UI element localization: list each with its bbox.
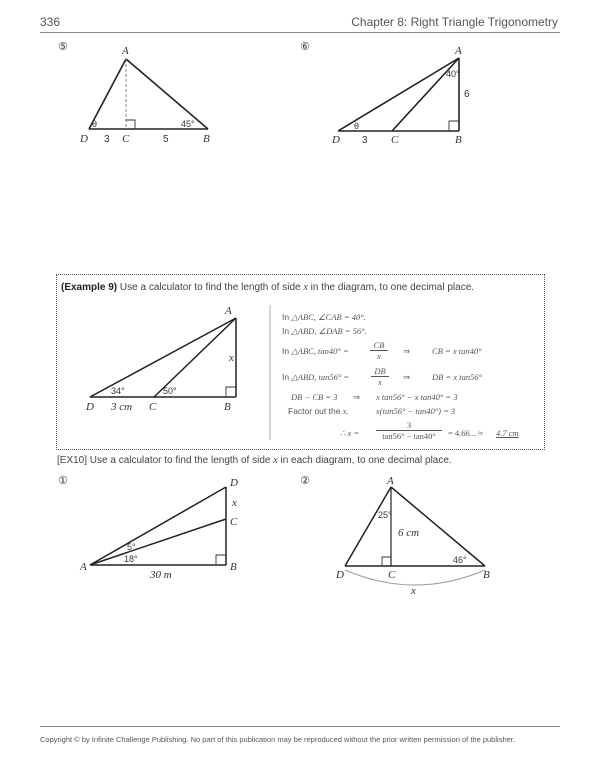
solution-line-3: In △ABC, tan40° = (282, 346, 349, 356)
solution-line-7-eq: = 4.66... ≈ (448, 428, 483, 438)
ex10-p2-label-a: A (387, 475, 394, 487)
ex10-p1-length-ab: 30 m (150, 569, 172, 581)
p6-length-ab: 6 (464, 89, 470, 100)
solution-line-5-arrow: ⇒ (353, 392, 361, 402)
copyright-notice: Copyright © by Infinite Challenge Publishing. No part of this publication may be reproduced without the prior written permission of the publisher. (40, 735, 515, 744)
ex10-p1-label-b: B (230, 561, 237, 573)
solution-line-5: DB − CB = 3 (291, 392, 338, 402)
p6-length-dc: 3 (362, 135, 368, 146)
example-9-var: x (303, 282, 308, 293)
p5-length-cb: 5 (163, 134, 169, 145)
ex10-p2-label-c: C (388, 569, 396, 581)
page-number: 336 (40, 15, 61, 29)
chapter-title: Chapter 8: Right Triangle Trigonometry (351, 15, 558, 29)
solution-line-4: In △ABD, tan56° = (282, 372, 350, 382)
footer-rule (40, 726, 560, 727)
ex10-p1-label-d: D (230, 477, 238, 489)
solution-line-4-arrow: ⇒ (403, 372, 411, 382)
example-9-tail: in the diagram, to one decimal place. (310, 282, 475, 293)
ex10-p2-marker: ② (300, 474, 310, 487)
ex10-p1-angle-upper: 5° (127, 542, 136, 552)
ex10-p2-length-ac: 6 cm (398, 527, 420, 539)
p6-angle-a: 40° (446, 69, 460, 79)
ex9-label-a: A (225, 305, 232, 317)
ex9-side-x: x (229, 352, 234, 364)
solution-line-6: Factor out the x. (288, 406, 349, 416)
ex9-label-d: D (86, 401, 94, 413)
solution-line-7: ∴ x = (340, 428, 360, 438)
solution-line-4-fraction: DB x (371, 366, 389, 387)
p5-label-d: D (80, 133, 88, 145)
ex10-p1-angle-lower: 18° (124, 554, 138, 564)
ex10-instruction: [EX10] Use a calculator to find the length of side x in each diagram, to one decimal place. (57, 455, 452, 466)
solution-line-6-result: x(tan56° − tan40°) = 3 (376, 406, 456, 416)
solution-line-2: In △ABD, ∠DAB = 56°. (282, 326, 367, 336)
p6-label-a: A (455, 45, 462, 57)
p5-angle-theta: θ (92, 119, 98, 129)
ex10-p2-angle-b: 46° (453, 555, 467, 565)
example-9-label: (Example 9) (61, 282, 118, 293)
p5-label-b: B (203, 133, 210, 145)
ex9-angle-c: 50° (163, 386, 177, 396)
ex10-p2-angle-a: 25° (378, 510, 392, 520)
ex9-length-dc: 3 cm (111, 401, 133, 413)
solution-line-7-fraction: 3 tan56° − tan40° (376, 420, 442, 441)
p6-label-b: B (455, 134, 462, 146)
p5-angle-b: 45° (181, 119, 195, 129)
solution-line-3-fraction: CB x (370, 340, 388, 361)
solution-line-3-arrow: ⇒ (403, 346, 411, 356)
p6-label-d: D (332, 134, 340, 146)
ex10-p2-label-d: D (336, 569, 344, 581)
solution-line-3-result: CB = x tan40° (432, 346, 482, 356)
ex10-p1-marker: ① (58, 474, 68, 487)
solution-line-5-result: x tan56° − x tan40° = 3 (376, 392, 458, 402)
solution-line-4-result: DB = x tan56° (432, 372, 482, 382)
solution-line-1: In △ABC, ∠CAB = 40°. (282, 312, 366, 322)
ex9-angle-d: 34° (111, 386, 125, 396)
solution-answer: 4.7 cm (496, 428, 519, 438)
ex10-p1-label-c: C (230, 516, 238, 528)
p5-label-a: A (122, 45, 129, 57)
ex10-p2-label-b: B (483, 569, 490, 581)
example-9-text: Use a calculator to find the length of side (119, 282, 301, 293)
p5-label-c: C (122, 133, 130, 145)
problem-5-marker: ⑤ (58, 40, 68, 53)
problem-6-marker: ⑥ (300, 40, 310, 53)
ex10-p1-side-x: x (232, 497, 237, 509)
ex9-label-c: C (149, 401, 157, 413)
ex10-p1-label-a: A (80, 561, 87, 573)
p6-angle-theta: θ (354, 121, 360, 131)
p6-label-c: C (391, 134, 399, 146)
ex9-label-b: B (224, 401, 231, 413)
ex10-p2-side-x: x (411, 585, 416, 597)
p5-length-dc: 3 (104, 134, 110, 145)
